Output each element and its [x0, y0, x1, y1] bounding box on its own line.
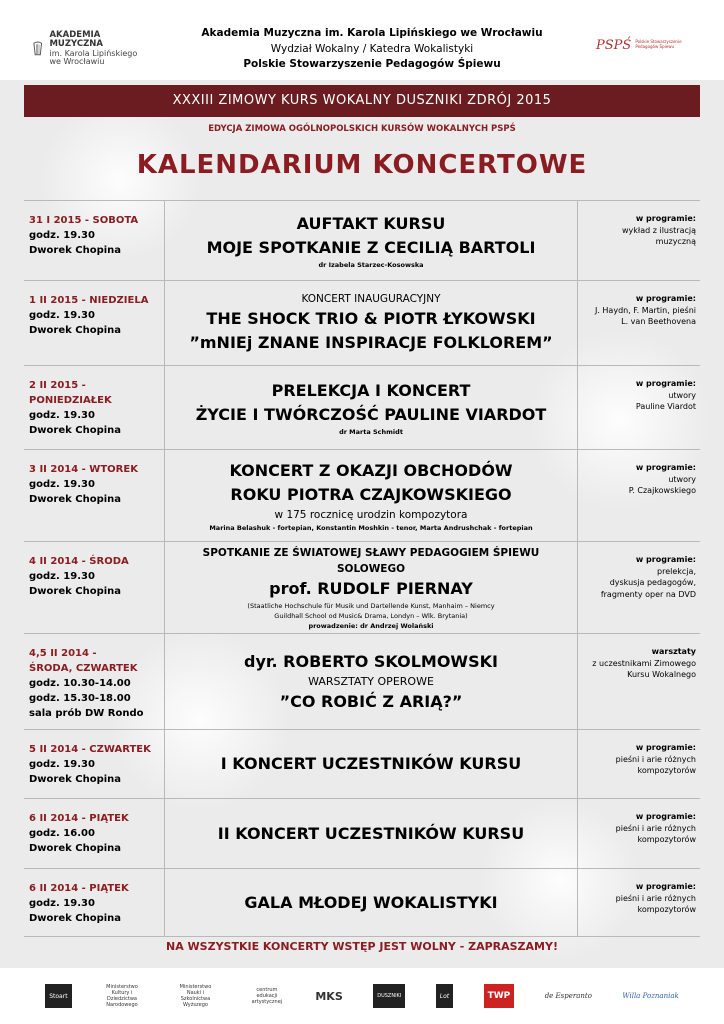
- program-line: Kursu Wokalnego: [627, 670, 696, 679]
- event-row: [24, 869, 700, 937]
- sponsor-logo: TWP: [484, 984, 515, 1008]
- event-subtitle: w 175 rocznicę urodzin kompozytora: [274, 508, 468, 521]
- event-program: [578, 201, 700, 280]
- event-note: Marina Belashuk - fortepian, Konstantin Moshkin - tenor, Marta Andrushchak - fortepian: [209, 523, 533, 532]
- event-date: 6 II 2014 - PIĄTEK: [29, 883, 129, 894]
- event-place: Dworek Chopina: [29, 913, 122, 924]
- event-row: [24, 730, 700, 799]
- event-time: godz. 19.30: [29, 230, 95, 241]
- event-date: 5 II 2014 - CZWARTEK: [29, 744, 151, 755]
- event-title-line: MOJE SPOTKANIE Z CECILIĄ BARTOLI: [206, 237, 536, 257]
- event-row: [24, 281, 700, 366]
- event-title-cell: [164, 281, 578, 365]
- event-time: godz. 15.30-18.00: [29, 693, 131, 704]
- event-title-line: AUFTAKT KURSU: [296, 213, 446, 233]
- academy-logo: [32, 29, 142, 67]
- event-title-line: ROKU PIOTRA CZAJKOWSKIEGO: [230, 484, 512, 504]
- program-line: dyskusja pedagogów,: [609, 578, 696, 587]
- event-title-line: dyr. ROBERTO SKOLMOWSKI: [244, 651, 498, 671]
- program-label: w programie:: [635, 743, 696, 752]
- program-line: muzyczną: [655, 237, 696, 246]
- sponsor-logo: Willa Poznaniak: [622, 992, 679, 1000]
- edition-subtitle: EDYCJA ZIMOWA OGÓLNOPOLSKICH KURSÓW WOKALNYCH PSPŚ: [208, 124, 516, 134]
- event-date: 2 II 2015 - PONIEDZIAŁEK: [29, 380, 112, 406]
- event-place: Dworek Chopina: [29, 843, 122, 854]
- sponsor-logos: [0, 968, 724, 1024]
- event-row: [24, 201, 700, 281]
- program-line: wykład z ilustracją: [622, 225, 696, 235]
- event-when: [24, 450, 164, 541]
- academy-logo-name: AKADEMIA MUZYCZNA: [49, 29, 103, 50]
- program-line: L. van Beethovena: [621, 317, 696, 326]
- sponsor-logo: MKS: [315, 989, 343, 1003]
- course-banner: XXXIII ZIMOWY KURS WOKALNY DUSZNIKI ZDRÓJ 2015: [24, 85, 700, 117]
- psps-logo-sub-1: Polskie Stowarzyszenie: [635, 39, 682, 45]
- event-program: [578, 730, 700, 798]
- program-line: kompozytorów: [637, 905, 696, 914]
- event-title-line: prof. RUDOLF PIERNAY: [269, 578, 473, 598]
- program-line: pieśni i arie różnych: [615, 754, 696, 764]
- sponsor-logo: Ministerstwo Kultury i Dziedzictwa Narodowego: [106, 984, 138, 1008]
- event-title-cell: [164, 542, 578, 633]
- event-host: prowadzenie: dr Andrzej Wolański: [308, 621, 434, 630]
- institution-line-3: Polskie Stowarzyszenie Pedagogów Śpiewu: [243, 58, 501, 70]
- event-row: [24, 366, 700, 450]
- event-place: Dworek Chopina: [29, 425, 122, 436]
- event-pretitle: KONCERT INAUGURACYJNY: [301, 293, 441, 305]
- event-time: godz. 19.30: [29, 759, 95, 770]
- event-when: [24, 201, 164, 280]
- lyre-icon: [32, 36, 43, 62]
- program-label: w programie:: [635, 463, 696, 472]
- header: [0, 0, 724, 80]
- program-line: Pauline Viardot: [635, 402, 696, 411]
- program-label: w programie:: [635, 812, 696, 821]
- sponsor-logo: de Esperanto: [544, 992, 592, 1000]
- event-place: Dworek Chopina: [29, 245, 122, 256]
- event-program: [578, 281, 700, 365]
- event-title-line: THE SHOCK TRIO & PIOTR ŁYKOWSKI: [206, 309, 536, 328]
- event-title-cell: [164, 634, 578, 729]
- program-line: J. Haydn, F. Martin, pieśni: [594, 305, 696, 315]
- events-table: [24, 200, 700, 937]
- program-line: prelekcja,: [657, 566, 696, 576]
- event-note: dr Marta Schmidt: [339, 427, 403, 436]
- event-time: godz. 10.30-14.00: [29, 678, 131, 689]
- event-title-cell: [164, 201, 578, 280]
- event-title-cell: [164, 366, 578, 449]
- event-place: Dworek Chopina: [29, 325, 122, 336]
- page-title: KALENDARIUM KONCERTOWE: [136, 150, 588, 180]
- institution-block: [160, 26, 584, 73]
- event-when: [24, 366, 164, 449]
- program-line: P. Czajkowskiego: [628, 486, 696, 495]
- event-note: (Staatliche Hochschule für Musik und Dartellende Kunst, Manhaim – Niemcy: [247, 601, 495, 610]
- psps-logo-mark: PSPŚ: [596, 37, 632, 53]
- program-label: warsztaty: [651, 647, 696, 656]
- program-line: pieśni i arie różnych: [615, 823, 696, 833]
- event-title-line: ŻYCIE I TWÓRCZOŚĆ PAULINE VIARDOT: [195, 404, 547, 424]
- event-time: godz. 19.30: [29, 479, 95, 490]
- event-date: ŚRODA, CZWARTEK: [29, 663, 138, 674]
- program-line: utwory: [668, 474, 696, 484]
- event-time: godz. 19.30: [29, 898, 95, 909]
- program-line: pieśni i arie różnych: [615, 893, 696, 903]
- sponsor-logo: Ministerstwo Nauki i Szkolnictwa Wyższego: [179, 984, 212, 1008]
- event-date: 6 II 2014 - PIĄTEK: [29, 813, 129, 824]
- event-date: 3 II 2014 - WTOREK: [29, 464, 138, 475]
- event-program: [578, 542, 700, 633]
- program-line: z uczestnikami Zimowego: [592, 658, 696, 668]
- event-title-cell: [164, 450, 578, 541]
- event-title-line: I KONCERT UCZESTNIKÓW KURSU: [220, 754, 522, 773]
- event-when: [24, 869, 164, 936]
- program-label: w programie:: [635, 555, 696, 564]
- event-date: 4 II 2014 - ŚRODA: [29, 556, 129, 567]
- program-line: kompozytorów: [637, 766, 696, 775]
- event-program: [578, 366, 700, 449]
- program-label: w programie:: [635, 294, 696, 303]
- institution-line-1: Akademia Muzyczna im. Karola Lipińskiego we Wrocławiu: [201, 27, 543, 39]
- program-line: fragmenty oper na DVD: [600, 589, 696, 599]
- event-program: [578, 450, 700, 541]
- event-when: [24, 281, 164, 365]
- event-pretitle: SPOTKANIE ZE ŚWIATOWEJ SŁAWY PEDAGOGIEM ŚPIEWU SOLOWEGO: [202, 546, 540, 575]
- event-row: [24, 450, 700, 542]
- event-place: Dworek Chopina: [29, 774, 122, 785]
- event-date: 31 I 2015 - SOBOTA: [29, 215, 139, 226]
- event-date: 1 II 2015 - NIEDZIELA: [29, 295, 149, 306]
- sponsor-logo: Lot: [436, 984, 453, 1008]
- academy-logo-sub: im. Karola Lipińskiego we Wrocławiu: [49, 48, 138, 67]
- event-program: [578, 799, 700, 868]
- sponsor-logo: DUSZNIKI: [373, 984, 405, 1008]
- program-label: w programie:: [635, 882, 696, 891]
- event-place: sala prób DW Rondo: [29, 708, 144, 719]
- program-line: utwory: [668, 390, 696, 400]
- event-subtitle: WARSZTATY OPEROWE: [308, 674, 434, 688]
- event-time: godz. 19.30: [29, 410, 95, 421]
- event-when: [24, 634, 164, 729]
- event-row: [24, 634, 700, 730]
- sponsor-logo: Stoart: [45, 984, 71, 1008]
- event-title-line: ”mNIEj ZNANE INSPIRACJE FOLKLOREM”: [189, 333, 553, 352]
- event-when: [24, 730, 164, 798]
- event-time: godz. 16.00: [29, 828, 95, 839]
- event-program: [578, 634, 700, 729]
- program-label: w programie:: [635, 379, 696, 388]
- event-title-line: KONCERT Z OKAZJI OBCHODÓW: [229, 460, 513, 480]
- event-row: [24, 542, 700, 634]
- event-when: [24, 799, 164, 868]
- event-title-line: PRELEKCJA I KONCERT: [271, 380, 471, 400]
- event-title-line: ”CO ROBIĆ Z ARIĄ?”: [279, 691, 463, 711]
- event-time: godz. 19.30: [29, 310, 95, 321]
- program-line: kompozytorów: [637, 835, 696, 844]
- event-program: [578, 869, 700, 936]
- event-place: Dworek Chopina: [29, 494, 122, 505]
- psps-logo: [596, 34, 696, 56]
- event-title-cell: [164, 799, 578, 868]
- sponsor-logo: centrum edukacji artystycznej: [251, 987, 283, 1005]
- event-note: Guildhall School od Music& Drama, Londyn – Wlk. Brytania): [274, 611, 468, 620]
- event-row: [24, 799, 700, 869]
- program-label: w programie:: [635, 214, 696, 223]
- event-title-line: II KONCERT UCZESTNIKÓW KURSU: [217, 823, 525, 843]
- event-title-cell: [164, 869, 578, 936]
- event-date: 4,5 II 2014 -: [29, 648, 97, 659]
- event-note: dr Izabela Starzec-Kosowska: [318, 260, 424, 269]
- psps-logo-sub-2: Pedagogów Śpiewu: [635, 44, 675, 49]
- event-place: Dworek Chopina: [29, 586, 122, 597]
- free-entry-note: NA WSZYSTKIE KONCERTY WSTĘP JEST WOLNY - ZAPRASZAMY!: [166, 940, 558, 953]
- event-title-cell: [164, 730, 578, 798]
- event-when: [24, 542, 164, 633]
- event-time: godz. 19.30: [29, 571, 95, 582]
- institution-line-2: Wydział Wokalny / Katedra Wokalistyki: [270, 42, 474, 55]
- event-title-line: GALA MŁODEJ WOKALISTYKI: [244, 892, 498, 912]
